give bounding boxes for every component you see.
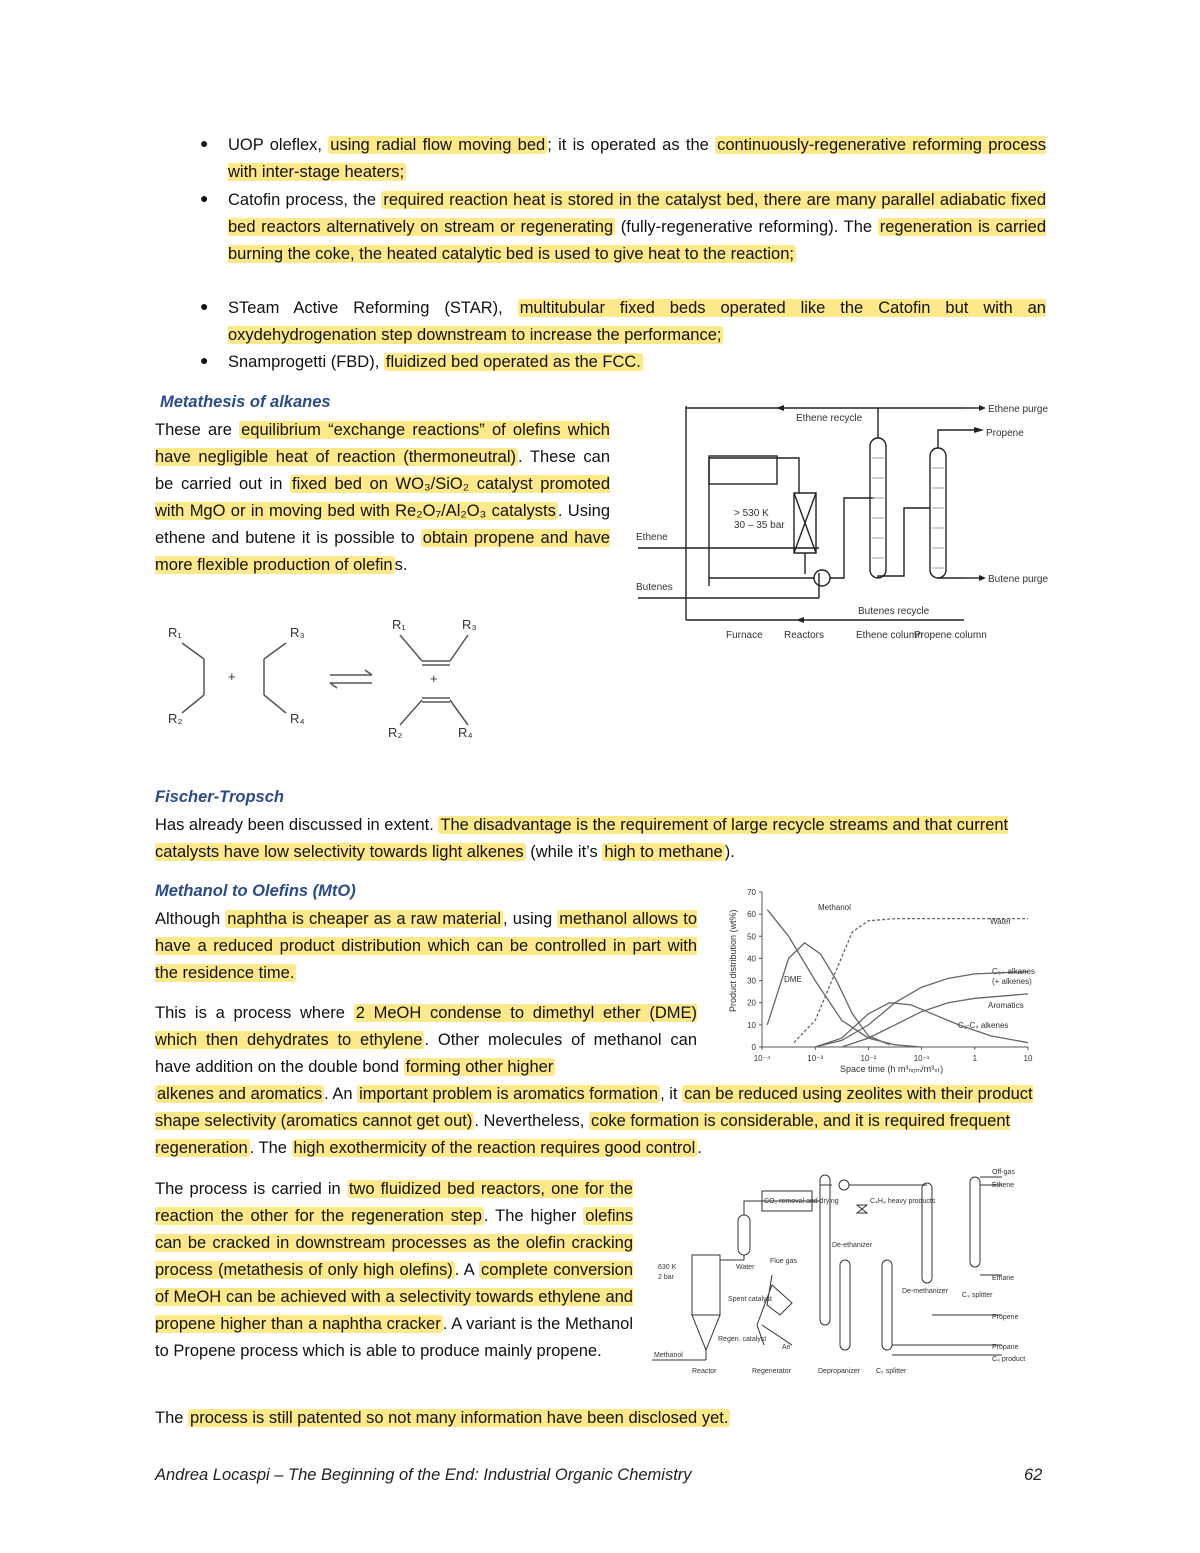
highlighted-text: continuously-regenerative reforming process with inter-stage heaters; — [228, 136, 1047, 181]
chart-series-label: Aromatics — [988, 1001, 1024, 1010]
label-ethene-feed: Ethene — [636, 532, 668, 543]
highlighted-text: obtain propene and have more flexible production of olefin — [155, 529, 610, 574]
mto-paragraph-3 — [155, 1176, 633, 1365]
label-butenes-recycle: Butenes recycle — [858, 606, 930, 617]
bullet-dot: ● — [200, 190, 209, 206]
chart-series-label: C₅₊ alkanes — [992, 967, 1036, 976]
highlighted-text: can be reduced using zeolites with their product shape selectivity (aromatics cannot get out) — [155, 1085, 1033, 1130]
text-segment: These are — [155, 421, 240, 439]
mto-label-reactor: Reactor — [692, 1368, 717, 1375]
text-segment: UOP oleflex, — [228, 136, 329, 154]
reaction-r1-product: R₁ — [392, 617, 406, 632]
highlighted-text: alkenes and aromatics — [157, 1085, 323, 1103]
text-segment: This is a process where — [155, 1004, 354, 1022]
highlighted-text: The disadvantage is the requirement of large recycle streams and that current catalysts have low selectivity towards light alkenes — [155, 816, 1009, 861]
text-segment: . Nevertheless, — [474, 1112, 589, 1130]
highlighted-text: equilibrium “exchange reactions” of olefins which have negligible heat of reaction (thermoneutral) — [155, 421, 610, 466]
fischer-paragraph — [155, 812, 1050, 866]
text-segment: The process is carried in — [155, 1180, 347, 1198]
mto-label-co2: CO₂ removal and drying — [764, 1198, 839, 1205]
text-segment: ). — [724, 843, 735, 861]
highlighted-text: naphtha is cheaper as a raw material — [227, 910, 502, 928]
heading-fischer-tropsch: Fischer-Tropsch — [155, 788, 284, 806]
chart-series-label: Methanol — [818, 903, 851, 912]
label-furnace: Furnace — [726, 630, 763, 641]
chart-y-tick-label: 40 — [747, 954, 756, 964]
chart-y-tick-label: 10 — [747, 1020, 756, 1030]
chart-ylabel: Product distribution (wt%) — [728, 909, 738, 1012]
text-segment: Although — [155, 910, 226, 928]
reaction-r1: R₁ — [168, 625, 182, 640]
text-segment: , it — [660, 1085, 683, 1103]
reaction-r2: R₂ — [168, 711, 183, 726]
mto-label-propene: Propene — [992, 1314, 1019, 1321]
text-segment: . Using ethene and butene it is possible to — [155, 502, 610, 547]
mto-label-depropanizer: Depropanizer — [818, 1368, 861, 1375]
reaction-r2-product: R₂ — [388, 725, 403, 740]
chart-y-tick-label: 30 — [747, 976, 756, 986]
text-segment: . — [697, 1139, 702, 1157]
label-ethene-purge: Ethene purge — [988, 404, 1049, 415]
label-temperature: > 530 K — [734, 508, 769, 519]
bullet-star — [228, 295, 1046, 349]
highlighted-text: fluidized bed operated as the FCC. — [385, 353, 641, 371]
mto-paragraph-2 — [155, 1000, 697, 1081]
highlighted-text: olefins can be cracked in downstream processes as the olefin cracking process (metathesis of only high olefins) — [155, 1207, 633, 1279]
chart-series-label: DME — [784, 975, 802, 984]
highlighted-text: two fluidized bed reactors, one for the reaction the other for the regeneration step — [155, 1180, 633, 1225]
highlighted-text: process is still patented so not many information have been disclosed yet. — [190, 1409, 729, 1427]
label-ethene-recycle: Ethene recycle — [796, 413, 863, 424]
heading-mto: Methanol to Olefins (MtO) — [155, 882, 356, 900]
mto-paragraph-2-cont — [155, 1081, 1050, 1162]
text-segment: , using — [503, 910, 558, 928]
text-segment: s. — [394, 556, 408, 574]
highlighted-text: methanol allows to have a reduced product distribution which can be controlled in part with the residence time. — [155, 910, 697, 982]
chart-x-tick-label: 1 — [972, 1054, 978, 1063]
chart-x-tick-label: 10 — [1023, 1054, 1033, 1063]
text-segment: STeam Active Reforming (STAR), — [228, 299, 518, 317]
chart-y-tick-label: 0 — [751, 1043, 756, 1052]
label-propene: Propene — [986, 428, 1024, 439]
highlighted-text: coke formation is considerable, and it is required frequent regeneration — [155, 1112, 1011, 1157]
chart-y-tick-label: 50 — [747, 932, 756, 942]
chart-y-tick-label: 60 — [747, 910, 756, 920]
chart-series-line — [767, 943, 889, 1045]
chart-x-tick-label: 10⁻³ — [807, 1054, 824, 1063]
highlighted-text: high exothermicity of the reaction requires good control — [293, 1139, 696, 1157]
chart-y-tick-label: 20 — [747, 998, 756, 1008]
mto-label-c4: C₄H₈ heavy products — [870, 1198, 936, 1205]
mto-label-pressure: 2 bar — [658, 1274, 674, 1281]
text-segment: (fully-regenerative reforming). The — [615, 218, 878, 236]
text-segment: Catofin process, the — [228, 191, 382, 209]
bullet-dot: ● — [200, 298, 209, 314]
bullet-uop — [228, 132, 1046, 186]
chart-x-tick-label: 10⁻² — [860, 1054, 877, 1063]
mto-label-spent: Spent catalyst — [728, 1296, 772, 1303]
text-segment: ; it is operated as the — [547, 136, 716, 154]
reaction-r4-product: R₄ — [458, 725, 473, 740]
highlighted-text: using radial flow moving bed — [330, 136, 546, 154]
highlighted-text: required reaction heat is stored in the catalyst bed, there are many parallel adiabatic fixed bed reactors alternatively on stream or regenerating — [228, 191, 1047, 236]
metathesis-reaction-scheme — [160, 615, 490, 745]
reaction-plus: + — [228, 669, 236, 684]
highlighted-text: important problem is aromatics formation — [359, 1085, 659, 1103]
highlighted-text: fixed bed on WO₃/SiO₂ catalyst promoted with MgO or in moving bed with Re₂O₇/Al₂O₃ catalysts — [155, 475, 611, 520]
reaction-r3: R₃ — [290, 625, 305, 640]
text-segment: . An — [324, 1085, 358, 1103]
text-segment: . The higher — [483, 1207, 584, 1225]
mto-product-distribution-chart — [722, 882, 1052, 1077]
highlighted-text: 2 MeOH condense to dimethyl ether (DME) which then dehydrates to ethylene — [155, 1004, 697, 1049]
mto-label-temperature: 630 K — [658, 1264, 677, 1271]
mto-paragraph-1 — [155, 906, 697, 987]
reaction-r3-product: R₃ — [462, 617, 477, 632]
mto-label-demethanizer: De-methanizer — [902, 1288, 948, 1295]
reaction-r4: R₄ — [290, 711, 305, 726]
text-segment: Has already been discussed in extent. — [155, 816, 439, 834]
label-propene-column: Propene column — [914, 630, 987, 641]
chart-series-label: (+ alkenes) — [992, 977, 1032, 986]
label-ethene-column: Ethene column — [856, 630, 923, 641]
text-segment: . A variant is the Methanol to Propene process which is able to produce mainly propene. — [155, 1315, 633, 1360]
bullet-dot: ● — [200, 135, 209, 151]
mto-label-c2splitter: C₂ splitter — [876, 1368, 907, 1375]
mto-label-water: Water — [736, 1264, 755, 1271]
highlighted-text: multitubular fixed beds operated like the Catofin but with an oxydehydrogenation step downstream to increase the performance; — [228, 299, 1046, 344]
reaction-plus-product: + — [430, 671, 438, 686]
bullet-snamprogetti — [228, 349, 1046, 376]
chart-series-label: C₂-C₄ alkenes — [958, 1021, 1009, 1030]
chart-xlabel: Space time (h m³ₙₒₘ/m³ₛₜ) — [840, 1064, 944, 1074]
mto-label-fluegas: Flue gas — [770, 1258, 797, 1265]
mto-label-air: Air — [782, 1344, 791, 1351]
text-segment: Snamprogetti (FBD), — [228, 353, 384, 371]
text-segment: . Other molecules of methanol can have addition on the double bond — [155, 1031, 697, 1076]
label-butenes-feed: Butenes — [636, 582, 673, 593]
mto-label-offgas: Off-gas — [992, 1169, 1015, 1176]
mto-label-c4product: C₄ product — [992, 1356, 1026, 1363]
metathesis-paragraph — [155, 417, 610, 579]
text-segment: . These can be carried out in — [155, 448, 610, 493]
mto-label-methanol: Methanol — [654, 1352, 683, 1359]
mto-label-regenerator: Regenerator — [752, 1368, 791, 1375]
metathesis-process-diagram — [634, 398, 1054, 658]
mto-label-deethanizer: De-ethanizer — [832, 1242, 873, 1249]
bullet-dot: ● — [200, 352, 209, 368]
footer-text: Andrea Locaspi – The Beginning of the End: Industrial Organic Chemistry — [155, 1466, 692, 1484]
chart-series-label: Water — [990, 917, 1012, 926]
label-butene-purge: Butene purge — [988, 574, 1049, 585]
highlighted-text: complete conversion of MeOH can be achieved with a selectivity towards ethylene and propene higher than a naphtha cracker — [155, 1261, 634, 1333]
mto-label-c3splitter: C₃ splitter — [962, 1292, 993, 1299]
text-segment: (while it’s — [525, 843, 603, 861]
mto-label-ethane: Ethane — [992, 1275, 1015, 1282]
mto-label-propane: Propane — [992, 1344, 1019, 1351]
highlighted-text: regeneration is carried burning the coke, the heated catalytic bed is used to give heat to the reaction; — [228, 218, 1046, 263]
text-segment: The — [155, 1409, 189, 1427]
chart-x-tick-label: 10⁻¹ — [913, 1054, 930, 1063]
mto-paragraph-4 — [155, 1405, 1050, 1432]
mto-label-ethene: Ethene — [992, 1182, 1015, 1189]
chart-x-tick-label: 10⁻⁴ — [753, 1054, 771, 1063]
mto-label-regen: Regen. catalyst — [718, 1336, 767, 1343]
text-segment: . The — [249, 1139, 292, 1157]
heading-metathesis: Metathesis of alkanes — [160, 393, 331, 411]
highlighted-text: high to methane — [604, 843, 723, 861]
chart-y-tick-label: 70 — [747, 888, 756, 897]
highlighted-text: forming other higher — [405, 1058, 554, 1076]
mto-process-diagram — [652, 1165, 1042, 1380]
page-number: 62 — [1024, 1466, 1043, 1484]
bullet-catofin — [228, 187, 1046, 268]
label-reactors: Reactors — [784, 630, 825, 641]
label-pressure: 30 – 35 bar — [734, 520, 785, 531]
text-segment: . A — [454, 1261, 480, 1279]
